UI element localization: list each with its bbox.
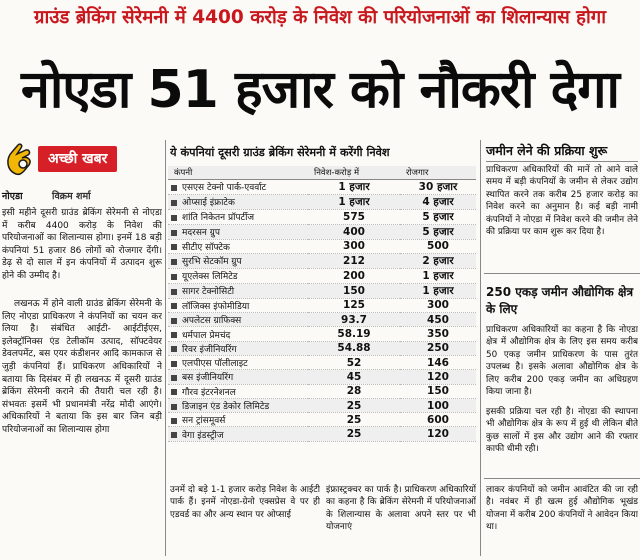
company-label: धर्मपाल प्रेमचंद (182, 330, 231, 341)
jobs-value: 1 हजार (400, 283, 476, 298)
jobs-value: 150 (400, 384, 476, 398)
bullet-icon (171, 274, 177, 280)
jobs-value: 146 (400, 355, 476, 369)
bullet-icon (171, 303, 177, 309)
side-heading-1: जमीन लेने की प्रक्रिया शुरू (486, 143, 608, 158)
company-label: एसएस टेक्नो पार्क-एवर्वाट (182, 183, 267, 193)
company-label: वेगा इंडस्ट्रीज (182, 430, 224, 441)
bullet-icon (171, 389, 177, 395)
bullet-icon (171, 418, 177, 424)
bullet-icon (171, 215, 177, 221)
company-name (168, 327, 308, 341)
bullet-icon (171, 361, 177, 367)
good-news-logo (2, 140, 162, 178)
jobs-value: 5 हजार (400, 209, 476, 224)
company-name (168, 341, 308, 355)
company-label: गौरव इंटरनेशनल (182, 387, 236, 398)
hand-okay-icon (2, 140, 42, 178)
divider (486, 161, 638, 162)
investment-value: 93.7 (308, 313, 400, 327)
company-name (168, 384, 308, 398)
investment-value: 25 (308, 398, 400, 412)
table-row (168, 313, 476, 327)
table-row (168, 355, 476, 369)
table-header: निवेश-करोड़ में (308, 166, 400, 179)
table-row (168, 224, 476, 239)
divider (484, 478, 640, 479)
bullet-icon (171, 318, 177, 324)
table-row (168, 427, 476, 441)
company-name (168, 313, 308, 327)
investment-value: 125 (308, 298, 400, 312)
table-row (168, 239, 476, 253)
divider (484, 273, 640, 274)
jobs-value: 450 (400, 313, 476, 327)
table-row (168, 298, 476, 312)
side-paragraph-1: प्राधिकरण अधिकारियों की मानें तो आने वाले समय में बड़ी कंपनियों के जमीन से लेकर उद्योग स्थापित करने तक करीब 25 हजार करोड़ का निवेश करने का अनुमान है। कई बड़ी नामी कंपनियों ने नोएडा में निवेश करने की जमीन लेने की प्रक्रिया पर काम शुरू कर दिया है। (486, 165, 638, 238)
company-name (168, 194, 308, 209)
investment-value: 45 (308, 370, 400, 384)
bullet-icon (171, 244, 177, 250)
investment-value: 52 (308, 355, 400, 369)
company-name (168, 283, 308, 298)
investment-value: 575 (308, 209, 400, 224)
company-name (168, 398, 308, 412)
table-row (168, 209, 476, 224)
investment-value: 1 हजार (308, 194, 400, 209)
table-header: रोजगार (400, 166, 476, 179)
investment-value: 1 हजार (308, 179, 400, 194)
left-paragraph-1: इसी महीने दूसरी ग्राउंड ब्रेकिंग सेरेमनी से नोएडा में करीब 4400 करोड़ के निवेश की परियोजनाओं का शिलान्यास होगा। इनमें 18 बड़ी कंपनियां 51 हजार 86 लोगों को रोजगार देंगी। डेढ़ से दो साल में इन कंपनियों में उत्पादन शुरू होने की उम्मीद है। (2, 208, 162, 281)
company-label: सीटीए सॉफ्टेक (182, 242, 230, 253)
table-row (168, 413, 476, 427)
column-divider (480, 140, 481, 556)
left-paragraph-2: लखनऊ में होने वाली ग्राउंड ब्रेकिंग सेरेमनी के लिए नोएडा प्राधिकरण ने कंपनियों का चयन कर लिया है। संबंधित आईटी- आईटीईएस, इलेक्ट्रॉनिक्स एंड टेलीकॉम उत्पाद, सॉफ्टवेयर डेवलपमेंट, बस एयर कंडीशनर आदि कामकाज से जुड़ी कंपनियां हैं। प्राधिकरण अधिकारियों ने बताया कि दिसंबर में ही लखनऊ में दूसरी ग्राउंड ब्रेकिंग सेरेमनी कराने की तैयारी चल रही है। संभवतः इसमें भी प्रधानमंत्री नरेंद्र मोदी आएंगे। अधिकारियों ने बताया कि इस बार जिन बड़ी परियोजनाओं का शिलान्यास होगा (2, 299, 162, 435)
company-name (168, 355, 308, 369)
investment-value: 150 (308, 283, 400, 298)
bullet-icon (171, 185, 177, 191)
column-divider (165, 140, 166, 556)
jobs-value: 120 (400, 370, 476, 384)
kicker-headline: ग्राउंड ब्रेकिंग सेरेमनी में 4400 करोड़ के निवेश की परियोजनाओं का शिलान्यास होगा (34, 7, 606, 28)
table-row (168, 398, 476, 412)
table-row (168, 341, 476, 355)
jobs-value: 250 (400, 341, 476, 355)
investment-value: 54.88 (308, 341, 400, 355)
company-label: बस इंजीनियरिंग (182, 373, 234, 384)
jobs-value: 120 (400, 427, 476, 441)
company-label: सागर टेक्नोसिटी (182, 287, 235, 298)
section-label: अच्छी खबर (38, 146, 117, 172)
bullet-icon (171, 375, 177, 381)
company-name (168, 224, 308, 239)
table-row (168, 370, 476, 384)
bullet-icon (171, 404, 177, 410)
company-label: मदरसन ग्रुप (182, 228, 220, 238)
investment-value: 25 (308, 413, 400, 427)
table-row (168, 194, 476, 209)
jobs-value: 2 हजार (400, 253, 476, 268)
investment-value: 212 (308, 253, 400, 268)
jobs-value: 100 (400, 398, 476, 412)
main-headline: नोएडा 51 हजार को नौकरी देगा (21, 60, 619, 120)
bullet-icon (171, 200, 177, 206)
side-paragraph-4: लाकर कंपनियों को जमीन आवंटित की जा रही है। नवंबर में ही खत्म हुई औद्योगिक भूखंड योजना में करीब 200 कंपनियों ने आवेदन किया था। (486, 485, 638, 533)
bullet-icon (171, 332, 177, 338)
investment-value: 200 (308, 268, 400, 283)
table-row (168, 283, 476, 298)
investment-value: 300 (308, 239, 400, 253)
table-title: ये कंपनियां दूसरी ग्राउंड ब्रेकिंग सेरेमनी में करेंगी निवेश (170, 146, 390, 159)
bullet-icon (171, 230, 177, 236)
investment-value: 400 (308, 224, 400, 239)
company-name (168, 239, 308, 253)
jobs-value: 300 (400, 298, 476, 312)
jobs-value: 5 हजार (400, 224, 476, 239)
side-paragraph-2: प्राधिकरण अधिकारियों का कहना है कि नोएडा क्षेत्र में औद्योगिक क्षेत्र के लिए इस समय करीब 50 एकड़ जमीन प्राधिकरण के पास तुरंत उपलब्ध है। इसके अलावा औद्योगिक क्षेत्र के लिए करीब 200 एकड़ जमीन का अधिग्रहण किया जाना है। (486, 325, 638, 398)
company-label: सुरभि सेटकॉम ग्रुप (182, 257, 242, 268)
company-label: यूएलेक्स लिमिटेड (182, 272, 238, 283)
mid-paragraph-right: इंफ्रास्ट्रक्चर का पार्क है। प्राधिकरण अधिकारियों का कहना है कि ब्रेकिंग सेरेमनी में परियोजनाओं के शिलान्यास के अलावा अपने स्तर पर भी योजनाएं (326, 485, 476, 533)
byline: विक्रम शर्मा (52, 191, 91, 202)
company-label: एलपीएस पॉलीलाइट (182, 359, 248, 370)
company-label: रिवर इंजीनियरिंग (182, 344, 237, 355)
company-name (168, 268, 308, 283)
company-name (168, 253, 308, 268)
dateline: नोएडा (2, 191, 23, 202)
company-label: डिजाइन एंड डेकोर लिमिटेड (182, 402, 270, 413)
side-paragraph-3: इसकी प्रक्रिया चल रही है। नोएडा की स्थापना भी औद्योगिक क्षेत्र के रूप में हुई थी लेकिन बीते कुछ सालों में इस और उद्योग आने की रफ्तार काफी धीमी रही। (486, 407, 638, 455)
table-header: कंपनी (168, 166, 308, 179)
company-label: ओप्साई इंफ्राटेक (182, 198, 235, 208)
jobs-value: 500 (400, 239, 476, 253)
jobs-value: 4 हजार (400, 194, 476, 209)
jobs-value: 600 (400, 413, 476, 427)
company-name (168, 179, 308, 194)
investment-value: 58.19 (308, 327, 400, 341)
company-name (168, 370, 308, 384)
jobs-value: 1 हजार (400, 268, 476, 283)
table-row (168, 253, 476, 268)
company-label: अपलेटस ग्राफिक्स (182, 316, 242, 327)
bullet-icon (171, 259, 177, 265)
table-row (168, 327, 476, 341)
bullet-icon (171, 346, 177, 352)
table-row (168, 179, 476, 194)
side-heading-2: 250 एकड़ जमीन औद्योगिक क्षेत्र के लिए (486, 285, 634, 316)
bullet-icon (171, 289, 177, 295)
company-label: लॉजिक्स इंफोमीडिया (182, 301, 250, 312)
bullet-icon (171, 432, 177, 438)
table-row (168, 268, 476, 283)
company-name (168, 209, 308, 224)
investment-table (168, 166, 476, 442)
company-label: सन ट्रांसमूवर्स (182, 416, 226, 427)
jobs-value: 30 हजार (400, 179, 476, 194)
company-name (168, 298, 308, 312)
investment-value: 28 (308, 384, 400, 398)
company-name (168, 413, 308, 427)
company-name (168, 427, 308, 441)
investment-value: 25 (308, 427, 400, 441)
jobs-value: 350 (400, 327, 476, 341)
mid-paragraph-left: उनमें दो बड़े 1-1 हजार करोड़ निवेश के आईटी पार्क हैं। इनमें नोएडा-ग्रेनो एक्सप्रेस वे पर ही एडवर्ड का और अन्य स्थान पर ओप्साई (170, 485, 320, 520)
company-label: शांति निकेतन प्रॉपर्टीज (182, 213, 255, 223)
table-row (168, 384, 476, 398)
